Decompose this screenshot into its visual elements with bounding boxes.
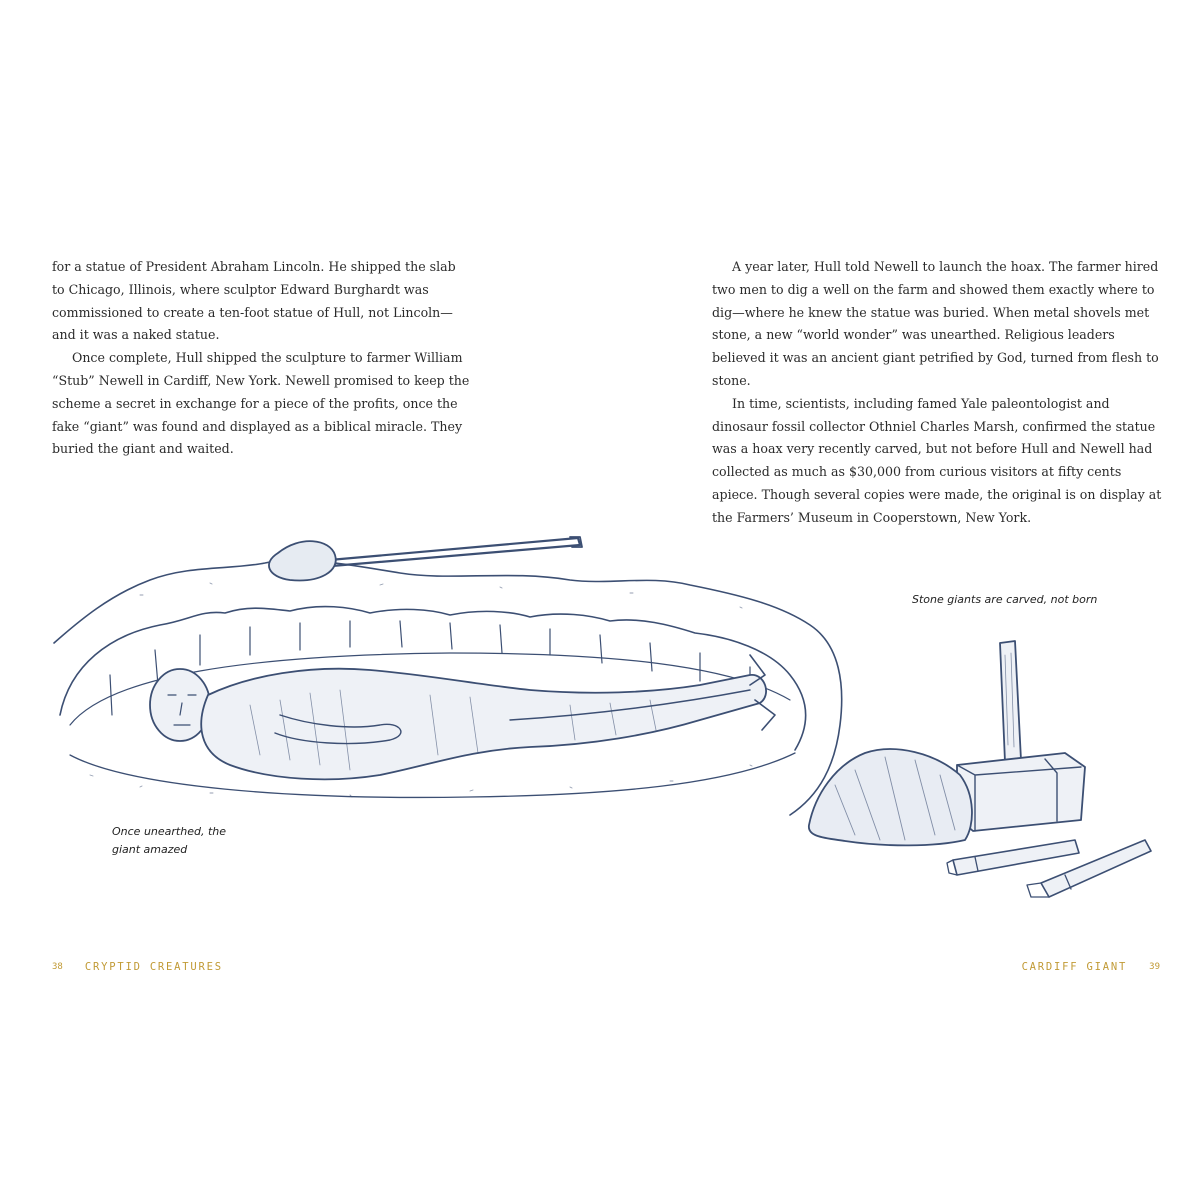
caption-line: giant amazed bbox=[112, 843, 188, 856]
stone-rock bbox=[809, 749, 972, 845]
chisel-one bbox=[953, 840, 1079, 875]
running-head: CARDIFF GIANT bbox=[1021, 961, 1128, 973]
paragraph: for a statue of President Abraham Lincoln. He shipped the slab to Chicago, Illinois, where sculptor Edward Burghardt was commissioned to create a ten-foot statue of Hull, not Lincoln—and it was a naked statue. bbox=[52, 259, 456, 343]
shovel-blade bbox=[269, 541, 336, 580]
folio-right bbox=[1022, 961, 1160, 973]
shovel-handle bbox=[318, 538, 580, 567]
page-number: 38 bbox=[52, 962, 63, 972]
hammer-head bbox=[957, 753, 1085, 831]
stone-and-tools-illustration bbox=[795, 635, 1175, 915]
paragraph: In time, scientists, including famed Yale paleontologist and dinosaur fossil collector Othniel Charles Marsh, confirmed the statue was a hoax very recently carved, but not before Hull and Newell had collected as much as $30,000 from curious visitors at fifty cents apiece. Though several copies were made, the original is on display at the Farmers’ Museum in Cooperstown, New York. bbox=[712, 395, 1162, 525]
folio-left bbox=[52, 961, 223, 973]
left-body-text bbox=[52, 256, 472, 461]
page-number: 39 bbox=[1149, 962, 1160, 972]
hammer-handle bbox=[1000, 641, 1021, 762]
right-page bbox=[600, 0, 1200, 1200]
paragraph: Once complete, Hull shipped the sculpture to farmer William “Stub” Newell in Cardiff, New York. Newell promised to keep the scheme a secret in exchange for a piece of the profits, once the fake “giant” was found and displayed as a biblical miracle. They buried the giant and waited. bbox=[52, 350, 470, 457]
paragraph: A year later, Hull told Newell to launch the hoax. The farmer hired two men to dig a well on the farm and showed them exactly where to dig—where he knew the statue was buried. When metal shovels met stone, a new “world wonder” was unearthed. Religious leaders believed it was an ancient giant petrified by God, turned from flesh to stone. bbox=[712, 259, 1159, 388]
caption-line: Once unearthed, the bbox=[112, 825, 226, 838]
caption-left bbox=[112, 823, 272, 859]
running-head: CRYPTID CREATURES bbox=[84, 961, 223, 973]
caption-right: Stone giants are carved, not born bbox=[912, 593, 1098, 606]
right-body-text bbox=[712, 256, 1162, 530]
